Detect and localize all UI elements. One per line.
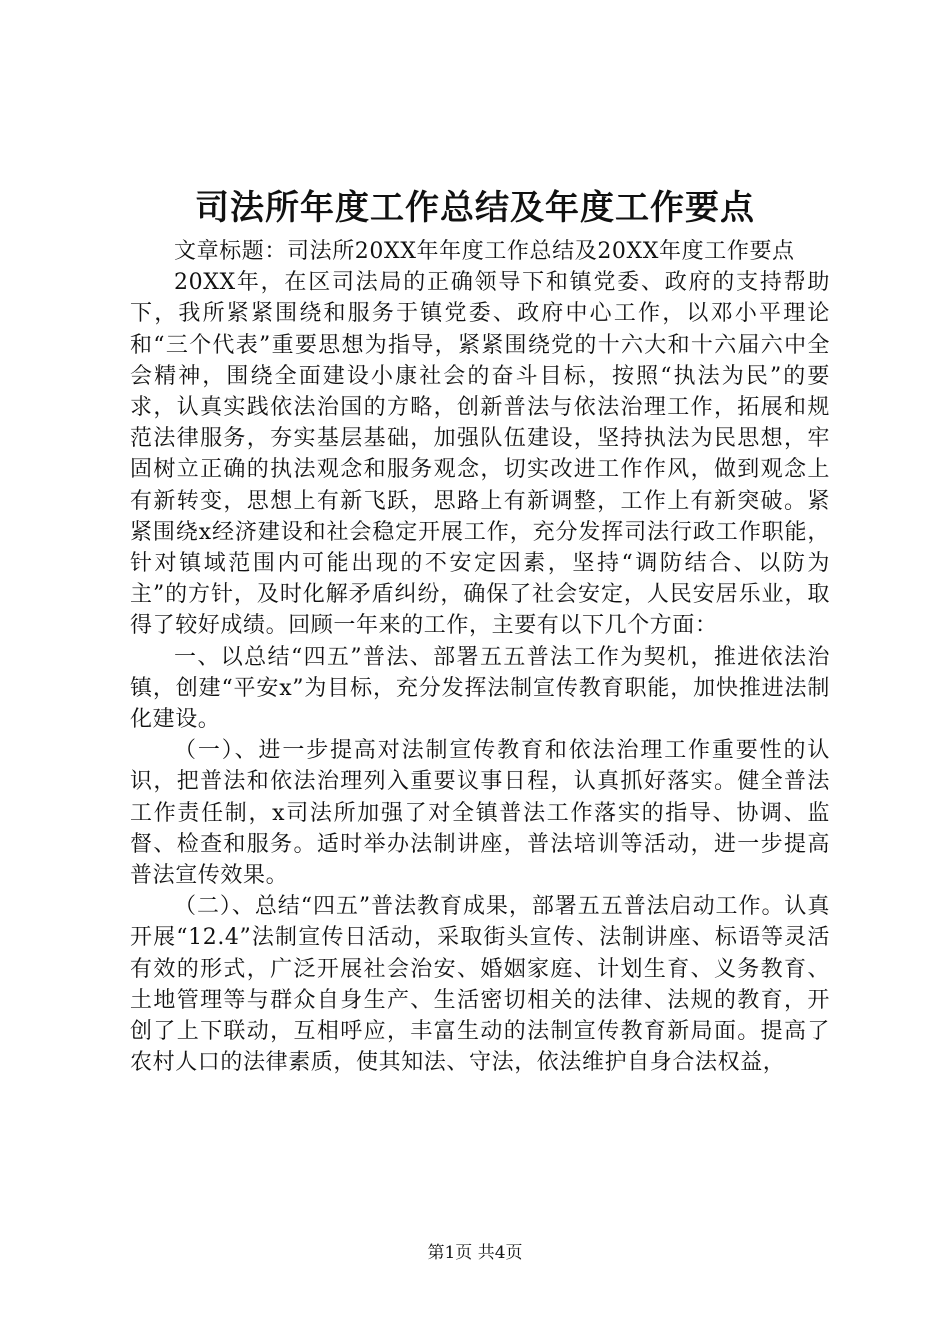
section-heading-paragraph: 一、以总结“四五”普法、部署五五普法工作为契机，推进依法治镇，创建“平安x”为目标，充分发挥法制宣传教育职能，加快推进法制化建设。: [130, 644, 830, 733]
article-title-paragraph: 文章标题：司法所20XX年年度工作总结及20XX年度工作要点: [174, 239, 795, 264]
document-title: 司法所年度工作总结及年度工作要点: [195, 188, 755, 228]
document-body: [130, 236, 830, 1078]
body-paragraph: 20XX年，在区司法局的正确领导下和镇党委、政府的支持帮助下，我所紧紧围绕和服务于镇党委、政府中心工作，以邓小平理论和“三个代表”重要思想为指导，紧紧围绕党的十六大和十六届六中全会精神，围绕全面建设小康社会的奋斗目标，按照“执法为民”的要求，认真实践依法治国的方略，创新普法与依法治理工作，拓展和规范法律服务，夯实基层基础，加强队伍建设，坚持执法为民思想，牢固树立正确的执法观念和服务观念，切实改进工作作风，做到观念上有新转变，思想上有新飞跃，思路上有新调整，工作上有新突破。紧紧围绕x经济建设和社会稳定开展工作，充分发挥司法行政工作职能，针对镇域范围内可能出现的不安定因素，坚持“调防结合、以防为主”的方针，及时化解矛盾纠纷，确保了社会安定，人民安居乐业，取得了较好成绩。回顾一年来的工作，主要有以下几个方面：: [130, 270, 830, 639]
page-number-footer: 第1页 共4页: [427, 1243, 523, 1263]
body-paragraph: （二）、总结“四五”普法教育成果，部署五五普法启动工作。认真开展“12.4”法制宣传日活动，采取街头宣传、法制讲座、标语等灵活有效的形式，广泛开展社会治安、婚姻家庭、计划生育、义务教育、土地管理等与群众自身生产、生活密切相关的法律、法规的教育，开创了上下联动，互相呼应，丰富生动的法制宣传教育新局面。提高了农村人口的法律素质，使其知法、守法，依法维护自身合法权益，: [130, 894, 830, 1076]
body-paragraph: （一）、进一步提高对法制宣传教育和依法治理工作重要性的认识，把普法和依法治理列入重要议事日程，认真抓好落实。健全普法工作责任制，x司法所加强了对全镇普法工作落实的指导、协调、监督、检查和服务。适时举办法制讲座，普法培训等活动，进一步提高普法宣传效果。: [130, 738, 830, 889]
